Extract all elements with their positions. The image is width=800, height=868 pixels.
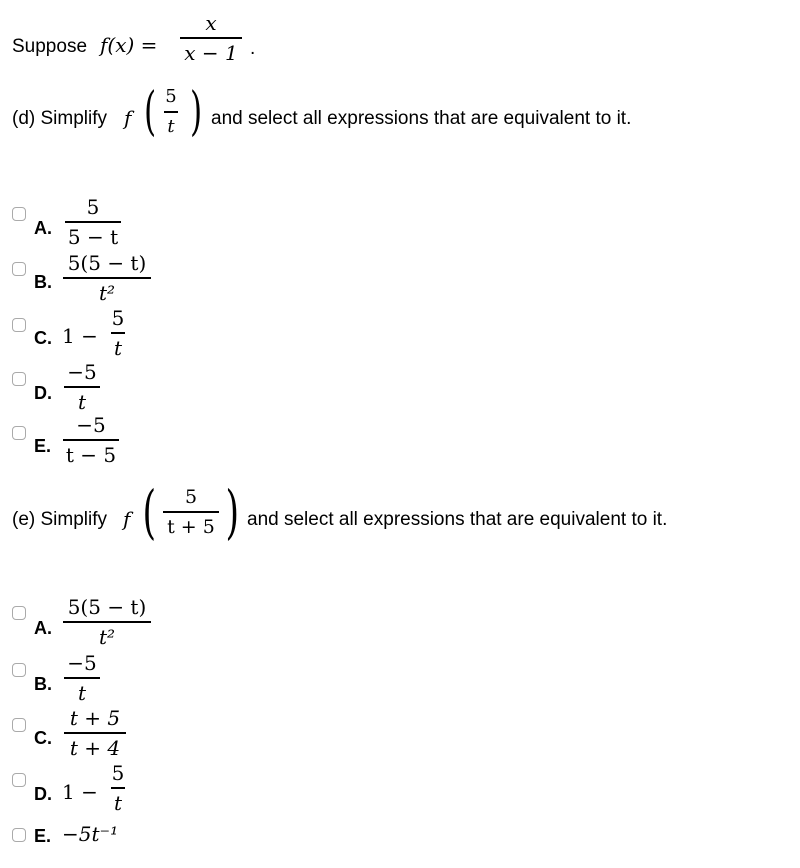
option-d-d-letter: D. — [34, 383, 52, 403]
intro-denominator: x − 1 — [184, 40, 238, 65]
option-e-b-checkbox[interactable] — [12, 663, 26, 677]
part-d-arg-den: t — [167, 115, 175, 137]
option-e-a-letter: A. — [34, 618, 52, 638]
part-e-arg-num: 5 — [184, 486, 198, 508]
option-e-e-checkbox[interactable] — [12, 828, 26, 842]
part-d-label: (d) Simplify — [12, 108, 108, 129]
option-d-e-fraction — [62, 414, 120, 466]
option-d-b-fraction — [62, 252, 152, 304]
right-paren: ) — [225, 478, 240, 546]
option-d-a-fraction — [64, 196, 122, 248]
option-e-d-num: 5 — [111, 761, 125, 785]
option-d-a-letter: A. — [34, 218, 52, 238]
part-e-arg-den: t + 5 — [167, 515, 215, 538]
intro-numerator: x — [205, 11, 217, 35]
option-e-d-letter: D. — [34, 784, 52, 804]
fraction-bar — [63, 439, 119, 441]
intro-func: f(x) = — [100, 33, 158, 57]
option-d-a-checkbox[interactable] — [12, 207, 26, 221]
fraction-bar — [63, 277, 151, 279]
option-d-c-letter: C. — [34, 328, 52, 348]
option-e-c-den: t + 4 — [69, 735, 121, 760]
fraction-bar — [163, 511, 219, 513]
option-d-b-letter: B. — [34, 272, 52, 292]
option-e-b-num: −5 — [67, 651, 97, 675]
option-e-d-fraction — [108, 762, 128, 814]
part-e-func: f — [123, 507, 131, 531]
part-d-func: f — [124, 106, 132, 130]
part-d-arg — [161, 86, 181, 138]
option-d-c-den: t — [113, 335, 123, 360]
option-e-c-num: t + 5 — [69, 706, 121, 730]
option-e-d-lead: 1 − — [62, 780, 98, 804]
fraction-bar — [63, 621, 151, 623]
option-e-c-fraction — [62, 707, 128, 759]
part-e-label: (e) Simplify — [12, 509, 108, 530]
fraction-bar — [64, 732, 126, 734]
fraction-bar — [164, 111, 178, 113]
part-e-instruction: and select all expressions that are equivalent to it. — [247, 509, 668, 530]
right-paren: ) — [190, 82, 203, 142]
left-paren: ( — [142, 478, 157, 546]
fraction-bar — [65, 221, 121, 223]
part-d-arg-num: 5 — [165, 86, 177, 107]
option-e-a-checkbox[interactable] — [12, 606, 26, 620]
intro-fraction — [180, 12, 242, 64]
fraction-bar — [64, 386, 100, 388]
option-d-c-num: 5 — [111, 306, 125, 330]
option-d-e-num: −5 — [76, 413, 106, 437]
option-e-d-den: t — [113, 790, 123, 815]
left-paren: ( — [144, 82, 157, 142]
option-d-a-num: 5 — [86, 195, 100, 219]
option-e-c-checkbox[interactable] — [12, 718, 26, 732]
option-d-c-lead: 1 − — [62, 324, 98, 348]
option-e-b-den: t — [77, 680, 87, 705]
option-d-d-checkbox[interactable] — [12, 372, 26, 386]
option-d-b-den: t² — [98, 280, 116, 305]
fraction-bar — [180, 37, 242, 39]
option-d-c-checkbox[interactable] — [12, 318, 26, 332]
option-e-b-fraction — [62, 652, 102, 704]
option-d-d-num: −5 — [67, 360, 97, 384]
option-e-b-letter: B. — [34, 674, 52, 694]
part-d-instruction: and select all expressions that are equivalent to it. — [211, 108, 632, 129]
option-d-b-checkbox[interactable] — [12, 262, 26, 276]
option-d-e-letter: E. — [34, 436, 52, 456]
option-e-e-letter: E. — [34, 826, 52, 846]
option-e-a-num: 5(5 − t) — [67, 595, 147, 619]
option-e-e-expr: −5t⁻¹ — [62, 822, 119, 846]
option-e-a-fraction — [62, 596, 152, 648]
option-d-e-checkbox[interactable] — [12, 426, 26, 440]
option-e-c-letter: C. — [34, 728, 52, 748]
option-e-d-checkbox[interactable] — [12, 773, 26, 787]
option-d-d-den: t — [77, 389, 87, 414]
intro-period: . — [250, 38, 256, 59]
fraction-bar — [111, 332, 125, 334]
intro-prefix: Suppose — [12, 36, 88, 57]
option-d-e-den: t − 5 — [65, 442, 117, 467]
option-d-a-den: 5 − t — [67, 224, 119, 249]
fraction-bar — [64, 677, 100, 679]
option-d-b-num: 5(5 − t) — [67, 251, 147, 275]
fraction-bar — [111, 787, 125, 789]
option-d-d-fraction — [62, 361, 102, 413]
part-e-arg — [160, 486, 222, 538]
option-e-a-den: t² — [98, 624, 116, 649]
option-d-c-fraction — [108, 307, 128, 359]
